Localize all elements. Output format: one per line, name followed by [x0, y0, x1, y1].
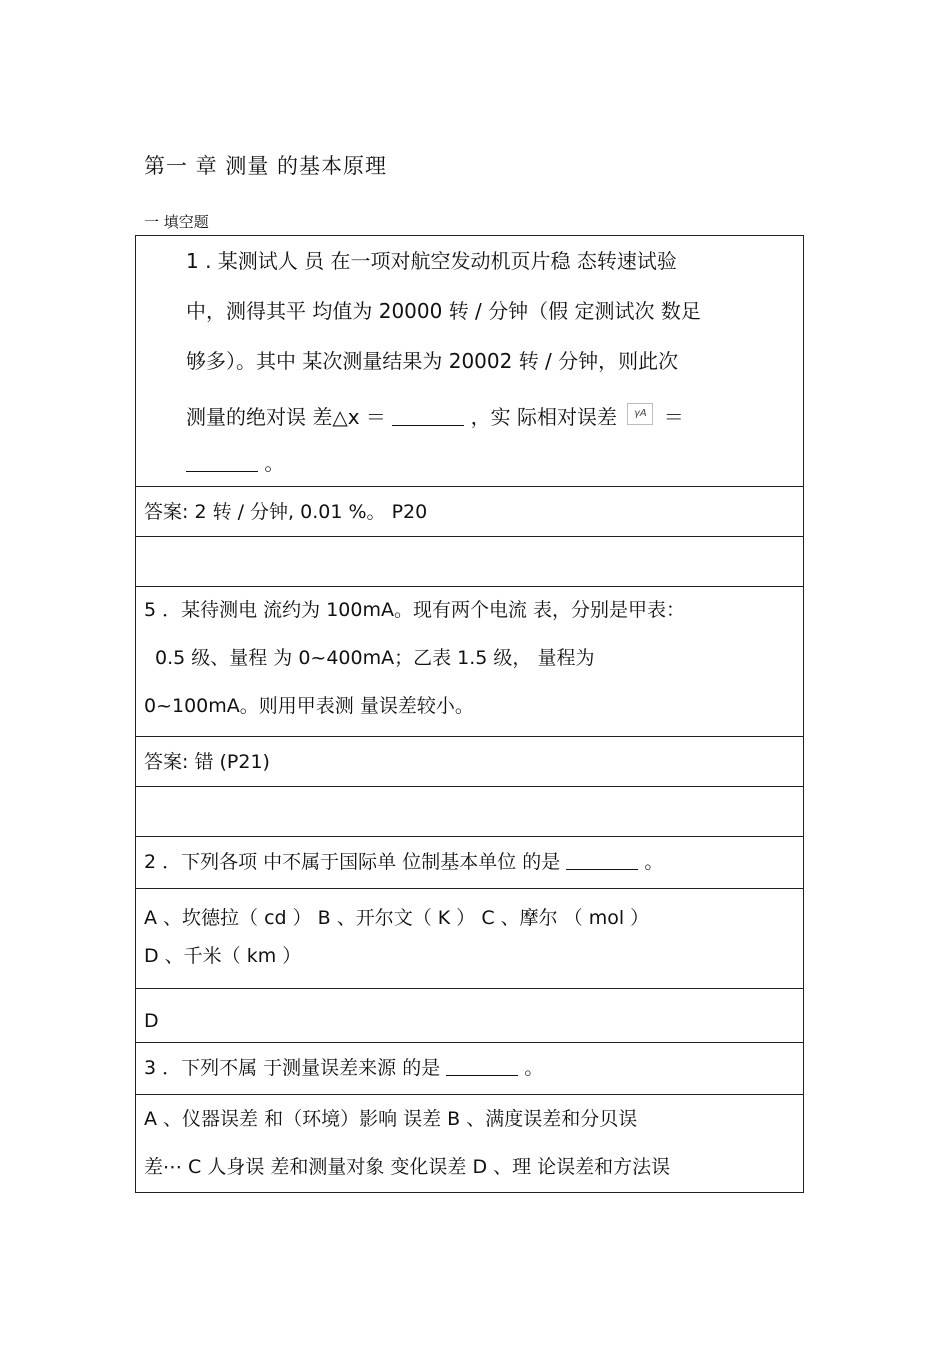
equals-sign: ＝: [663, 405, 684, 429]
answer-blank: [392, 407, 464, 426]
question-3-options: [136, 1094, 803, 1192]
empty-row: [136, 536, 803, 586]
question-1-line-4: [186, 386, 783, 448]
question-3-stem: 3 ．下列不属 于测量误差来源 的是: [144, 1057, 441, 1079]
question-5-line-3: 0~100mA。则用甲表测 量误差较小。: [144, 695, 474, 717]
line-end: 。: [264, 451, 285, 475]
answer-blank: [446, 1057, 518, 1076]
question-2: [136, 836, 803, 888]
answer-5: 答案: 错 (P21): [136, 736, 803, 786]
option-line: D 、千米（ km ）: [144, 945, 302, 967]
answer-2: D: [136, 988, 803, 1042]
answer-blank: [186, 453, 258, 472]
option-line: 差⋯ C 人身误 差和测量对象 变化误差 D 、理 论误差和方法误: [144, 1156, 671, 1178]
absolute-error-label: 测量的绝对误 差△x ＝: [186, 405, 386, 429]
option-line: A 、仪器误差 和（环境）影响 误差 B 、满度误差和分贝误: [144, 1108, 638, 1130]
answer-blank: [566, 851, 638, 870]
section-label: 一 填空题: [144, 213, 209, 231]
question-table: [135, 235, 804, 1193]
question-2-stem-end: 。: [644, 851, 664, 873]
gamma-symbol-icon: γA: [627, 403, 653, 425]
question-5-line-2: 0.5 级、量程 为 0~400mA；乙表 1.5 级， 量程为: [155, 647, 595, 669]
question-1-line-2: 中，测得其平 均值为 20000 转 / 分钟（假 定测试次 数足: [186, 299, 701, 323]
question-1: [136, 236, 803, 486]
question-2-stem: 2 ．下列各项 中不属于国际单 位制基本单位 的是: [144, 851, 561, 873]
question-1-line-3: 够多）。其中 某次测量结果为 20002 转 / 分钟，则此次: [186, 349, 679, 373]
empty-row: [136, 786, 803, 836]
chapter-title: 第一 章 测量 的基本原理: [144, 154, 388, 178]
question-3-stem-end: 。: [524, 1057, 544, 1079]
question-1-line-1: 1 . 某测试人 员 在一项对航空发动机页片稳 态转速试验: [186, 249, 677, 273]
question-5: [136, 586, 803, 736]
question-1-line-5: [186, 448, 783, 484]
relative-error-label: ，实 际相对误差: [470, 405, 618, 429]
question-5-line-1: 5 ．某待测电 流约为 100mA。现有两个电流 表，分别是甲表：: [144, 599, 686, 621]
answer-1: 答案: 2 转 / 分钟, 0.01 %。 P20: [136, 486, 803, 536]
question-2-options: [136, 888, 803, 988]
option-line: A 、坎德拉（ cd ） B 、开尔文（ K ） C 、摩尔 （ mol ）: [144, 907, 650, 929]
question-3: [136, 1042, 803, 1094]
